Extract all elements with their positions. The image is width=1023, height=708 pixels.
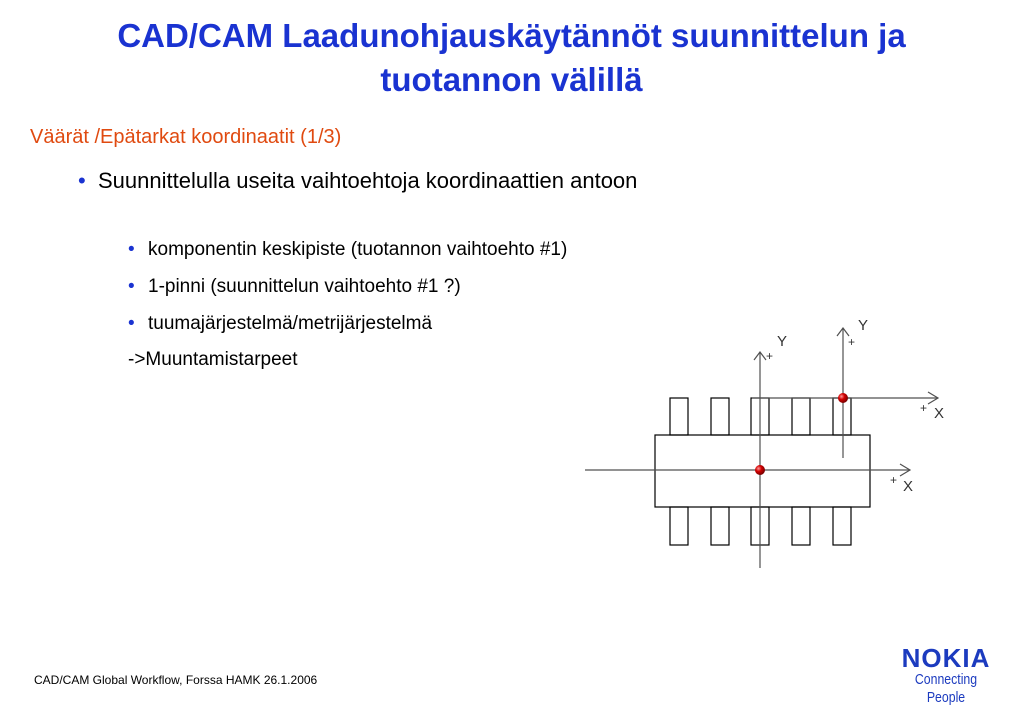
pin <box>670 398 688 435</box>
slide-title: CAD/CAM Laadunohjauskäytännöt suunnittelun ja tuotannon välillä <box>117 17 906 98</box>
center-x-label: X <box>903 478 914 495</box>
sub-bullet-text: komponentin keskipiste (tuotannon vaihtoehto #1) <box>148 239 568 260</box>
bullet-dot-icon: • <box>128 276 135 297</box>
pin <box>833 398 851 435</box>
pin <box>670 507 688 545</box>
bullet-dot-icon: • <box>78 168 86 193</box>
pin1-x-label: X <box>934 405 945 422</box>
pin <box>792 398 810 435</box>
center-y-label: Y <box>777 333 788 350</box>
pin1-y-label: Y <box>858 317 869 334</box>
nokia-logo <box>884 645 1008 707</box>
center-x-plus: + <box>890 473 898 487</box>
pin1-y-plus: + <box>848 335 856 349</box>
bullet-dot-icon: • <box>128 313 135 334</box>
slide-subtitle: Väärät /Epätarkat koordinaatit (1/3) <box>30 126 342 148</box>
pin <box>833 507 851 545</box>
conclusion-text: ->Muuntamistarpeet <box>128 349 298 370</box>
main-bullet-text: Suunnittelulla useita vaihtoehtoja koordinaattien antoon <box>98 168 638 193</box>
footer-text: CAD/CAM Global Workflow, Forssa HAMK 26.1.2006 <box>34 673 318 687</box>
center-axes <box>585 352 910 568</box>
pin <box>711 398 729 435</box>
pin1-origin-point <box>838 393 848 403</box>
sub-bullet-text: tuumajärjestelmä/metrijärjestelmä <box>148 313 433 334</box>
bullet-dot-icon: • <box>128 239 135 260</box>
pin1-x-plus: + <box>920 401 928 415</box>
pin <box>711 507 729 545</box>
logo-brand: NOKIA <box>901 643 991 673</box>
center-y-plus: + <box>766 349 774 363</box>
logo-tagline: Connecting People <box>914 671 978 706</box>
pin <box>792 507 810 545</box>
sub-bullet-text: 1-pinni (suunnittelun vaihtoehto #1 ?) <box>148 276 461 297</box>
center-origin-point <box>755 465 765 475</box>
